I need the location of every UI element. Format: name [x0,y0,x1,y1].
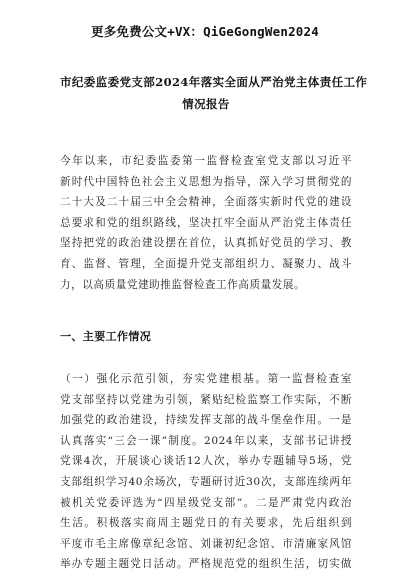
title-line: 情况报告 [182,97,230,111]
intro-paragraph [60,151,352,295]
section-paragraph [60,369,352,575]
paragraph-line: 总要求和党的组织路线，坚决扛牢全面从严治党主体责任 [60,216,352,229]
paragraph-line: 平度市毛主席像章纪念馆、刘谦初纪念馆、市清廉家风馆 [60,537,352,550]
paragraph-line: 举办专题主题党日活动。严格规范党的组织生活，切实做 [60,558,352,571]
paragraph-line: 支部组织学习40余场次，专题研讨近30次，支部连续两年 [60,475,352,488]
document-title [60,71,368,115]
paragraph-line: 力，以高质量党建助推监督检查工作高质量发展。 [60,278,306,291]
paragraph-line: 认真落实“三会一课”制度。2024年以来，支部书记讲授 [60,434,352,447]
promo-banner: 更多免费公文+VX：QiGeGongWen2024 [91,24,319,39]
paragraph-line: 新时代中国特色社会主义思想为指导，深入学习贯彻党的 [60,175,352,188]
section-heading: 一、主要工作情况 [60,330,152,343]
paragraph-line: 党支部坚持以党建为引领，紧贴纪检监察工作实际，不断 [60,393,352,406]
paragraph-line: 坚持把党的政治建设摆在首位，认真抓好党员的学习、教 [60,237,352,250]
paragraph-line: 生活。积极落实商周主题党日的有关要求，先后组织到 [60,517,352,530]
title-line: 市纪委监委党支部2024年落实全面从严治党主体责任工作 [60,75,368,89]
paragraph-line: 加强党的政治建设，持续发挥支部的战斗堡垒作用。一是 [60,414,352,427]
paragraph-line: 今年以来，市纪委监委第一监督检查室党支部以习近平 [60,155,352,167]
paragraph-line: 党课4次，开展谈心谈话12人次，举办专题辅导5场，党 [60,455,352,468]
paragraph-line: 育、监督、管理，全面提升党支部组织力、凝聚力、战斗 [60,257,352,270]
paragraph-line: （一）强化示范引领，夯实党建根基。第一监督检查室 [60,373,352,385]
paragraph-line: 二十大及二十届三中全会精神，全面落实新时代党的建设 [60,196,352,209]
paragraph-line: 被机关党委评选为“四星级党支部”。二是严肃党内政治 [60,496,352,509]
